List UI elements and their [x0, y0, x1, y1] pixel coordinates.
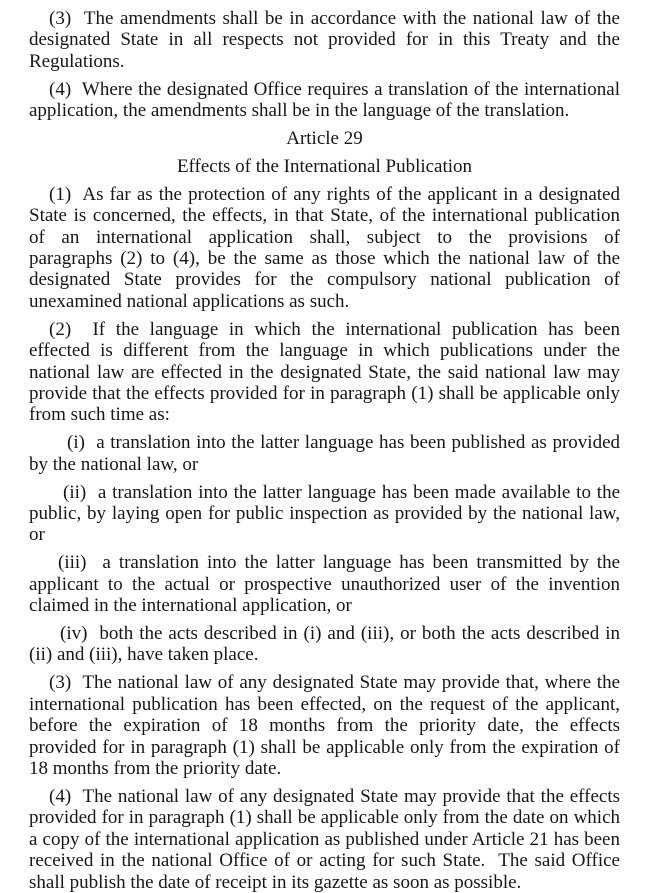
paragraph-4: (4) The national law of any designated State may provide that the effects provided for in paragraph (1) shall be applicable only from the date on which a copy of the international application as published under Article 21 has been received in the national Office of or acting for such State. The said Office shall publish the date of receipt in its gazette as soon as possible. [29, 785, 620, 893]
article-number-heading: Article 29 [286, 128, 363, 150]
subitem-iii: (iii) a translation into the latter language has been transmitted by the applicant to the actual or prospective unauthorized user of the invention claimed in the international application, or [29, 552, 620, 617]
paragraph-amendments-4: (4) Where the designated Office requires a translation of the international application, the amendments shall be in the language of the translation. [29, 78, 620, 122]
paragraph-amendments-3: (3) The amendments shall be in accordance with the national law of the designated State in all respects not provided for in this Treaty and the Regulations. [29, 8, 620, 72]
subitem-iv: (iv) both the acts described in (i) and (iii), or both the acts described in (ii) and (iii), have taken place. [29, 623, 620, 666]
subitem-ii: (ii) a translation into the latter language has been made available to the public, by laying open for public inspection as provided by the national law, or [29, 481, 620, 546]
paragraph-2: (2) If the language in which the international publication has been effected is different from the language in which publications under the national law are effected in the designated State, the said national law may provide that the effects provided for in paragraph (1) shall be applicable only from such time as: [29, 318, 620, 426]
paragraph-1: (1) As far as the protection of any rights of the applicant in a designated State is concerned, the effects, in that State, of the international publication of an international application shall, subject to the provisions of paragraphs (2) to (4), be the same as those which the national law of the designated State provides for the compulsory national publication of unexamined national applications as such. [29, 183, 620, 312]
article-title-heading: Effects of the International Publication [176, 155, 473, 177]
paragraph-3: (3) The national law of any designated State may provide that, where the international publication has been effected, on the request of the applicant, before the expiration of 18 months from the priority date, the effects provided for in paragraph (1) shall be applicable only from the expiration of 18 months from the priority date. [29, 672, 620, 779]
subitem-i: (i) a translation into the latter language has been published as provided by the national law, or [29, 432, 620, 475]
